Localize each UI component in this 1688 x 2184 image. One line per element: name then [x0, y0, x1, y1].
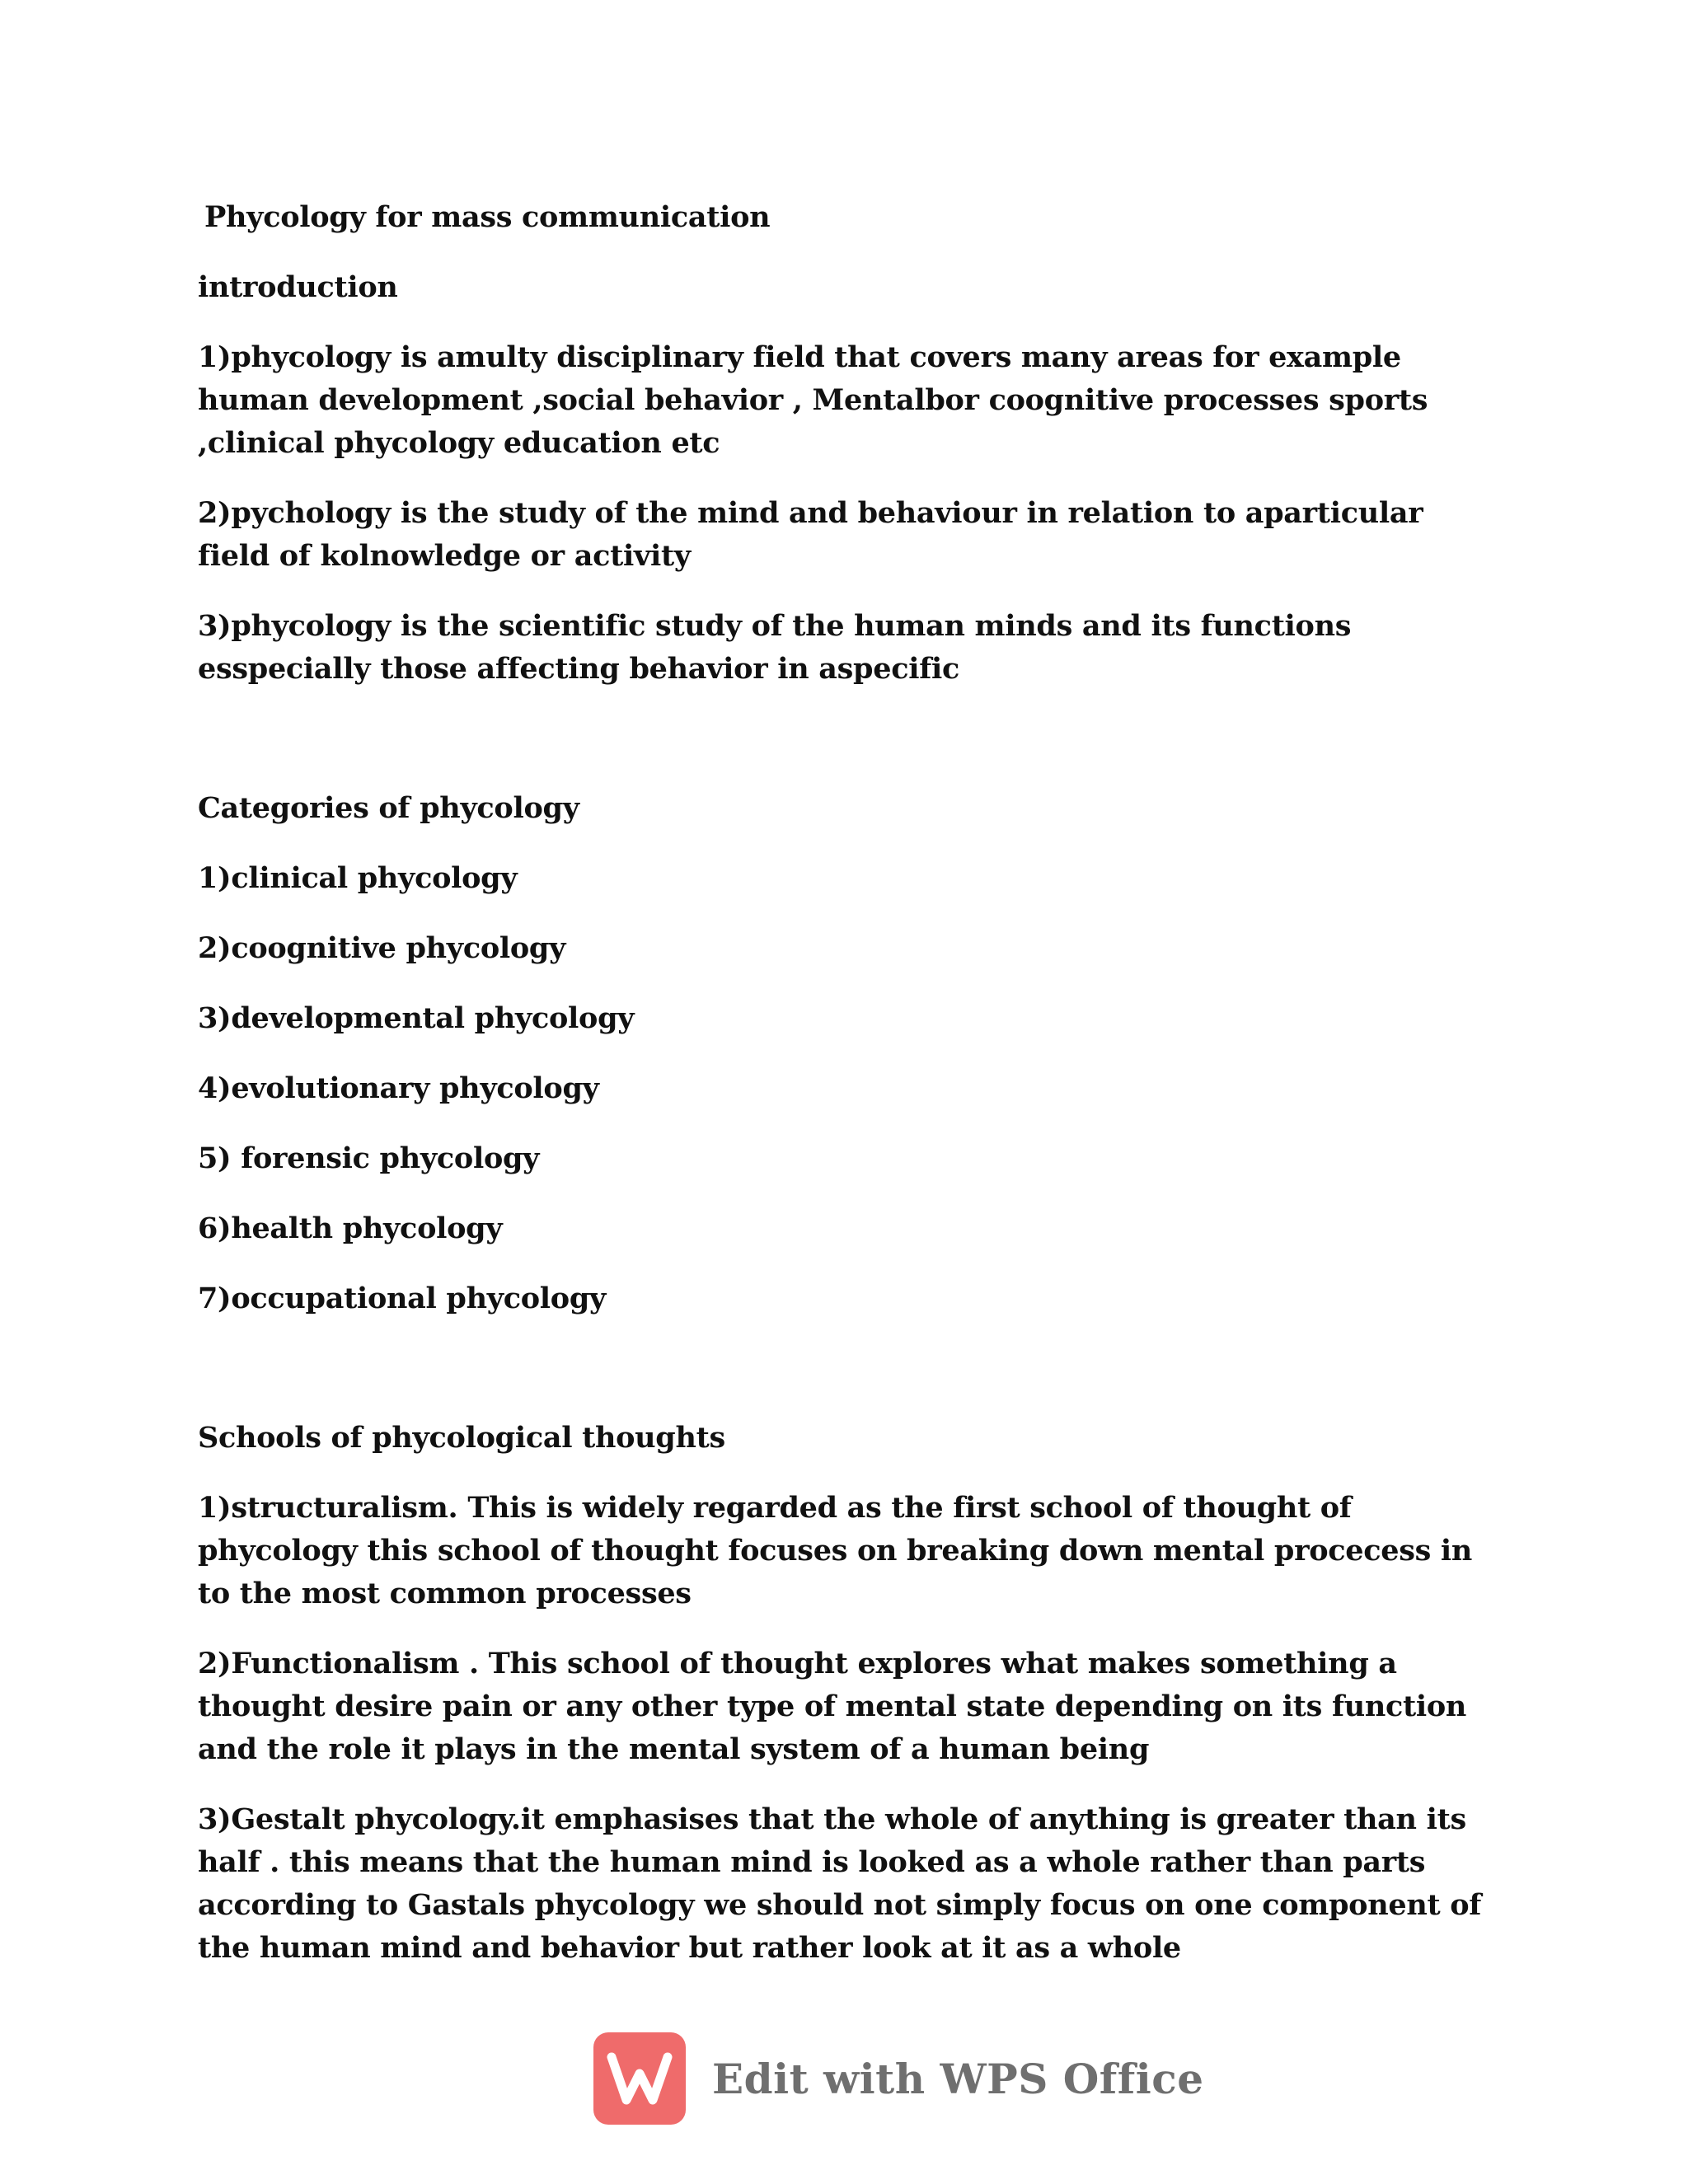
category-item: 4)evolutionary phycology — [198, 1071, 599, 1105]
category-item: 7)occupational phycology — [198, 1282, 607, 1315]
blank-line — [198, 1347, 1484, 1417]
wps-watermark[interactable] — [593, 2032, 1204, 2125]
school-paragraph: 1)structuralism. This is widely regarded as the first school of thought of phycology this school of thought focuses on breaking down mental procecess in to the most common processes — [198, 1491, 1473, 1610]
categories-heading: Categories of phycology — [198, 791, 579, 825]
intro-paragraph: 2)pychology is the study of the mind and behaviour in relation to aparticular field of kolnowledge or activity — [198, 496, 1423, 573]
document-title: Phycology for mass communication — [204, 200, 771, 234]
school-paragraph: 3)Gestalt phycology.it emphasises that the whole of anything is greater than its half . this means that the human mind is looked as a whole rather than parts according to Gastals phycology we should not simply focus on one component of the human mind and behavior but rather look at it as a whole — [198, 1802, 1482, 1965]
category-item: 6)health phycology — [198, 1212, 503, 1245]
wps-watermark-text: Edit with WPS Office — [712, 2054, 1204, 2103]
intro-paragraph: 3)phycology is the scientific study of the human minds and its functions esspecially those affecting behavior in aspecific — [198, 609, 1352, 686]
category-item: 3)developmental phycology — [198, 1001, 635, 1035]
wps-logo-icon — [593, 2032, 686, 2125]
blank-line — [198, 718, 1484, 787]
document-body — [198, 196, 1484, 1997]
school-paragraph: 2)Functionalism . This school of thought explores what makes something a thought desire pain or any other type of mental state depending on its function and the role it plays in the mental system of a human being — [198, 1647, 1467, 1766]
category-item: 5) forensic phycology — [198, 1141, 540, 1175]
schools-heading: Schools of phycological thoughts — [198, 1421, 725, 1455]
category-item: 2)coognitive phycology — [198, 931, 566, 965]
category-item: 1)clinical phycology — [198, 861, 518, 895]
intro-paragraph: 1)phycology is amulty disciplinary field that covers many areas for example human development ,social behavior , Mentalbor coognitive processes sports ,clinical phycology education etc — [198, 340, 1428, 460]
intro-heading: introduction — [198, 270, 398, 304]
